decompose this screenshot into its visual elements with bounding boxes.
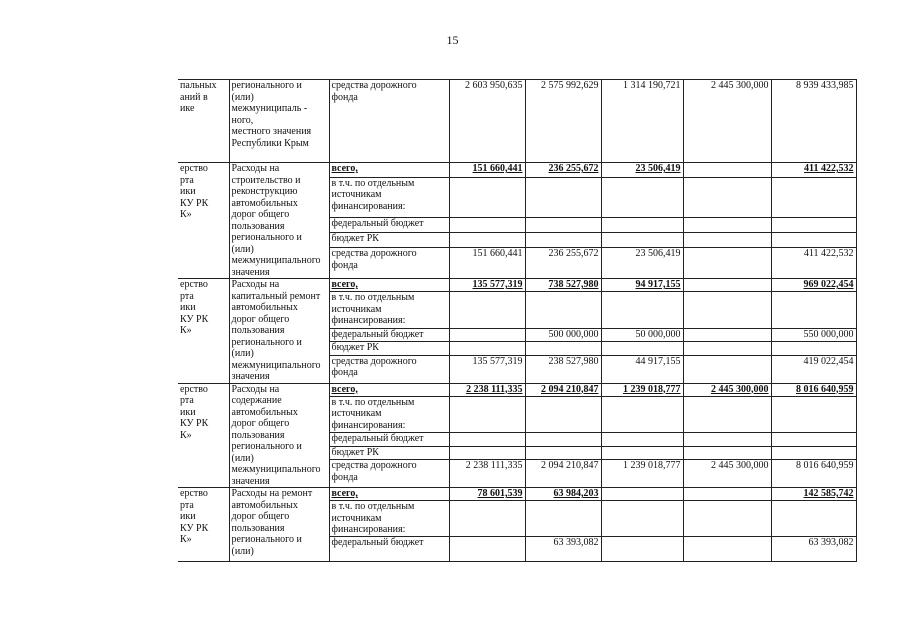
value-cell [601, 446, 683, 459]
value-cell [449, 396, 525, 433]
value-cell: 1 314 190,721 [601, 80, 683, 163]
value-cell: 1 239 018,777 [601, 460, 683, 488]
source-cell: федеральный бюджет [329, 218, 449, 233]
org-cell: пальных аний в ике [178, 80, 229, 163]
total-value-cell: 969 022,454 [771, 279, 856, 292]
value-cell [601, 177, 683, 218]
value-cell [771, 501, 856, 537]
org-cell: ерство рта ики КУ РК К» [178, 279, 229, 384]
source-cell: в т.ч. по отдельным источникам финансирования: [329, 177, 449, 218]
value-cell: 411 422,532 [771, 248, 856, 279]
value-cell [601, 233, 683, 248]
purpose-cell: Расходы на содержание автомобильных дорог общего пользования регионального и (или) межмуниципального значения [229, 383, 329, 488]
source-total-cell: всего, [329, 163, 449, 178]
source-cell: средства дорожного фонда [329, 80, 449, 163]
value-cell [601, 433, 683, 446]
value-cell [771, 446, 856, 459]
value-cell [683, 233, 771, 248]
value-cell: 500 000,000 [525, 328, 601, 341]
purpose-cell: регионального и (или) межмуниципаль - ного, местного значения Республики Крым [229, 80, 329, 163]
value-cell: 238 527,980 [525, 355, 601, 383]
value-cell [601, 342, 683, 355]
value-cell [683, 446, 771, 459]
value-cell [601, 292, 683, 329]
value-cell [771, 433, 856, 446]
page-number: 15 [446, 33, 459, 47]
value-cell: 236 255,672 [525, 248, 601, 279]
purpose-cell: Расходы на ремонт автомобильных дорог общего пользования регионального и (или) [229, 488, 329, 562]
org-cell: ерство рта ики КУ РК К» [178, 163, 229, 279]
value-cell [683, 501, 771, 537]
total-value-cell: 94 917,155 [601, 279, 683, 292]
org-cell: ерство рта ики КУ РК К» [178, 383, 229, 488]
value-cell [771, 233, 856, 248]
value-cell [683, 355, 771, 383]
value-cell [683, 328, 771, 341]
source-cell: в т.ч. по отдельным источникам финансирования: [329, 292, 449, 329]
value-cell [525, 218, 601, 233]
total-value-cell: 738 527,980 [525, 279, 601, 292]
value-cell [449, 292, 525, 329]
value-cell: 2 603 950,635 [449, 80, 525, 163]
source-cell: бюджет РК [329, 233, 449, 248]
total-value-cell: 411 422,532 [771, 163, 856, 178]
total-value-cell: 23 506,419 [601, 163, 683, 178]
value-cell [601, 501, 683, 537]
total-value-cell: 2 094 210,847 [525, 383, 601, 396]
source-cell: федеральный бюджет [329, 536, 449, 561]
source-cell: в т.ч. по отдельным источникам финансирования: [329, 396, 449, 433]
value-cell [683, 218, 771, 233]
value-cell [525, 446, 601, 459]
total-value-cell [601, 488, 683, 501]
value-cell: 8 016 640,959 [771, 460, 856, 488]
source-total-cell: всего, [329, 488, 449, 501]
value-cell: 63 393,082 [771, 536, 856, 561]
source-cell: средства дорожного фонда [329, 248, 449, 279]
value-cell: 419 022,454 [771, 355, 856, 383]
value-cell [771, 396, 856, 433]
value-cell [601, 218, 683, 233]
value-cell [449, 177, 525, 218]
value-cell [601, 396, 683, 433]
table-row [178, 488, 856, 501]
source-total-cell: всего, [329, 279, 449, 292]
value-cell: 2 094 210,847 [525, 460, 601, 488]
value-cell [525, 501, 601, 537]
value-cell: 2 445 300,000 [683, 460, 771, 488]
value-cell: 135 577,319 [449, 355, 525, 383]
value-cell [525, 342, 601, 355]
total-value-cell: 2 238 111,335 [449, 383, 525, 396]
total-value-cell: 236 255,672 [525, 163, 601, 178]
value-cell: 2 445 300,000 [683, 80, 771, 163]
value-cell [449, 433, 525, 446]
total-value-cell: 8 016 640,959 [771, 383, 856, 396]
value-cell [449, 233, 525, 248]
value-cell: 550 000,000 [771, 328, 856, 341]
table-row [178, 279, 856, 292]
value-cell [771, 292, 856, 329]
value-cell: 23 506,419 [601, 248, 683, 279]
source-cell: федеральный бюджет [329, 328, 449, 341]
value-cell [601, 536, 683, 561]
purpose-cell: Расходы на строительство и реконструкцию автомобильных дорог общего пользования регионального и (или) межмуниципального значения [229, 163, 329, 279]
value-cell [771, 177, 856, 218]
value-cell: 44 917,155 [601, 355, 683, 383]
value-cell [683, 342, 771, 355]
purpose-cell: Расходы на капитальный ремонт автомобильных дорог общего пользования регионального и (или) межмуниципального значения [229, 279, 329, 384]
total-value-cell [683, 488, 771, 501]
value-cell: 2 238 111,335 [449, 460, 525, 488]
value-cell [683, 396, 771, 433]
source-cell: средства дорожного фонда [329, 460, 449, 488]
source-cell: бюджет РК [329, 446, 449, 459]
value-cell [449, 328, 525, 341]
value-cell [683, 177, 771, 218]
table-row [178, 163, 856, 178]
value-cell [683, 433, 771, 446]
total-value-cell [683, 163, 771, 178]
source-total-cell: всего, [329, 383, 449, 396]
source-cell: федеральный бюджет [329, 433, 449, 446]
org-cell: ерство рта ики КУ РК К» [178, 488, 229, 562]
value-cell [449, 446, 525, 459]
total-value-cell: 142 585,742 [771, 488, 856, 501]
total-value-cell: 135 577,319 [449, 279, 525, 292]
value-cell [449, 218, 525, 233]
value-cell: 8 939 433,985 [771, 80, 856, 163]
table-row [178, 80, 856, 163]
total-value-cell: 1 239 018,777 [601, 383, 683, 396]
value-cell [771, 218, 856, 233]
value-cell: 63 393,082 [525, 536, 601, 561]
total-value-cell: 151 660,441 [449, 163, 525, 178]
total-value-cell [683, 279, 771, 292]
table-body [178, 80, 856, 562]
value-cell [525, 177, 601, 218]
value-cell [683, 536, 771, 561]
value-cell [449, 536, 525, 561]
source-cell: средства дорожного фонда [329, 355, 449, 383]
value-cell [449, 342, 525, 355]
value-cell: 2 575 992,629 [525, 80, 601, 163]
total-value-cell: 2 445 300,000 [683, 383, 771, 396]
value-cell [525, 396, 601, 433]
value-cell [525, 233, 601, 248]
value-cell [683, 292, 771, 329]
value-cell [683, 248, 771, 279]
value-cell [449, 501, 525, 537]
value-cell [771, 342, 856, 355]
table-row [178, 383, 856, 396]
value-cell: 151 660,441 [449, 248, 525, 279]
source-cell: в т.ч. по отдельным источникам финансирования: [329, 501, 449, 537]
source-cell: бюджет РК [329, 342, 449, 355]
total-value-cell: 63 984,203 [525, 488, 601, 501]
value-cell [525, 433, 601, 446]
value-cell: 50 000,000 [601, 328, 683, 341]
budget-table [178, 79, 857, 562]
total-value-cell: 78 601,539 [449, 488, 525, 501]
value-cell [525, 292, 601, 329]
